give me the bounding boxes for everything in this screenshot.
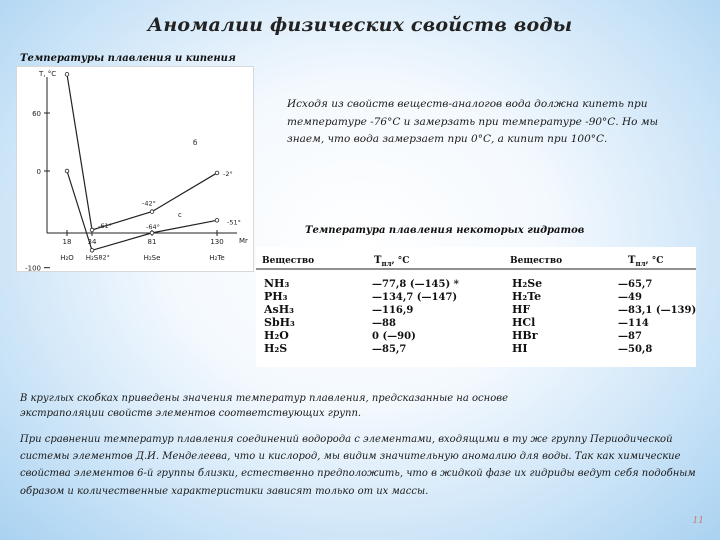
data-point — [90, 228, 94, 232]
table-cell-temp: —49 — [618, 292, 642, 303]
data-label: -82° — [96, 253, 110, 262]
table-cell-temp: —83,1 (—139) — [618, 305, 696, 316]
table-cell-substance: HCl — [512, 316, 536, 329]
header-temp-left-unit: , °C — [391, 256, 410, 266]
table-cell-substance: SbH₃ — [264, 316, 295, 329]
compound-label: H₂O — [60, 254, 74, 262]
table-cell-temp: —116,9 — [372, 305, 414, 316]
graph-subtitle: Температуры плавления и кипения — [20, 53, 236, 64]
header-temp-right-t: T — [628, 255, 636, 266]
table-cell-substance: HF — [512, 303, 531, 316]
data-label: -2° — [223, 169, 233, 178]
x-axis-title: Mr — [239, 237, 248, 245]
data-point — [65, 73, 69, 77]
table-cell-substance: HBr — [512, 329, 538, 342]
table-cell-substance: PH₃ — [264, 290, 288, 303]
table-cell-temp: —114 — [618, 318, 649, 329]
table-cell-substance: AsH₃ — [264, 303, 294, 316]
paragraph-top: Исходя из свойств веществ-аналогов вода должна кипеть при температуре -76°С и замерзать при температуре -90°С. Но мы знаем, что вода замерзает при 0°С, а кипит при 100°С. — [287, 98, 659, 145]
header-temp-left — [374, 255, 409, 268]
page-number: 11 — [692, 516, 704, 526]
series-marker-label: б — [193, 139, 198, 147]
table-subtitle: Температура плавления некоторых гидратов — [305, 225, 585, 236]
paragraph-bottom: При сравнении температур плавления соединений водорода с элементами, входящими в ту же группу Периодической системы элементов Д.И. Менделеева, что и кислород, мы видим значительную аномалию для воды. Так как химические свойства элементов 6-й группы близки, естественно предположить, что в жидкой фазе их гидриды ведут себя подобным образом и количественные характеристики зависят только от их массы. — [20, 434, 696, 497]
header-temp-right-unit: , °C — [645, 256, 664, 266]
table-cell-substance: H₂O — [264, 329, 289, 342]
table-cell-temp: —87 — [618, 331, 642, 342]
table-svg — [256, 247, 696, 367]
table-cell-temp: —88 — [372, 318, 396, 329]
y-tick-label: -100 — [25, 264, 41, 271]
hydride-table — [256, 247, 696, 367]
table-cell-substance: H₂S — [264, 342, 288, 355]
x-tick-label: 18 — [62, 238, 72, 246]
header-substance-left: Вещество — [262, 256, 315, 266]
table-cell-temp: —134,7 (—147) — [372, 292, 458, 303]
data-point — [215, 219, 219, 223]
data-label: -51° — [227, 218, 241, 227]
compound-label: H₂Te — [209, 254, 225, 262]
compound-label: H₂Se — [143, 254, 161, 262]
y-tick-label: 0 — [36, 168, 41, 176]
table-cell-substance: HI — [512, 342, 528, 355]
x-tick-label: 34 — [87, 238, 97, 246]
data-point — [150, 210, 154, 214]
series-marker-label: с — [178, 211, 182, 219]
chart-svg — [17, 67, 253, 271]
data-label: -42° — [142, 199, 156, 208]
header-temp-right — [628, 255, 663, 268]
data-label: -61° — [98, 221, 112, 230]
data-point — [150, 231, 154, 235]
page-title: Аномалии физических свойств воды — [147, 14, 573, 36]
paragraph-note: В круглых скобках приведены значения температур плавления, предсказанные на основе экстраполяции свойств элементов соответствующих групп. — [20, 393, 509, 419]
table-cell-temp: —50,8 — [618, 344, 653, 355]
header-temp-right-sub: пл — [635, 259, 646, 268]
table-cell-substance: H₂Se — [512, 277, 543, 290]
table-cell-substance: H₂Te — [512, 290, 542, 303]
table-cell-temp: —77,8 (—145) * — [372, 279, 459, 290]
data-point — [215, 171, 219, 175]
x-tick-label: 81 — [147, 238, 157, 246]
table-cell-temp: —65,7 — [618, 279, 653, 290]
header-temp-left-sub: пл — [381, 259, 392, 268]
data-label: -64° — [146, 222, 160, 231]
header-temp-left-t: T — [374, 255, 382, 266]
table-cell-temp: 0 (—90) — [372, 331, 416, 342]
table-cell-temp: —85,7 — [372, 344, 407, 355]
header-substance-right: Вещество — [510, 256, 563, 266]
temperature-graph — [16, 66, 254, 272]
compound-label: H₂S — [85, 254, 99, 262]
x-tick-label: 130 — [210, 238, 224, 246]
y-axis-title: T, °C — [39, 70, 57, 78]
y-tick-label: 60 — [32, 110, 41, 118]
data-point — [90, 248, 94, 252]
data-point — [65, 169, 69, 173]
table-cell-substance: NH₃ — [264, 277, 290, 290]
